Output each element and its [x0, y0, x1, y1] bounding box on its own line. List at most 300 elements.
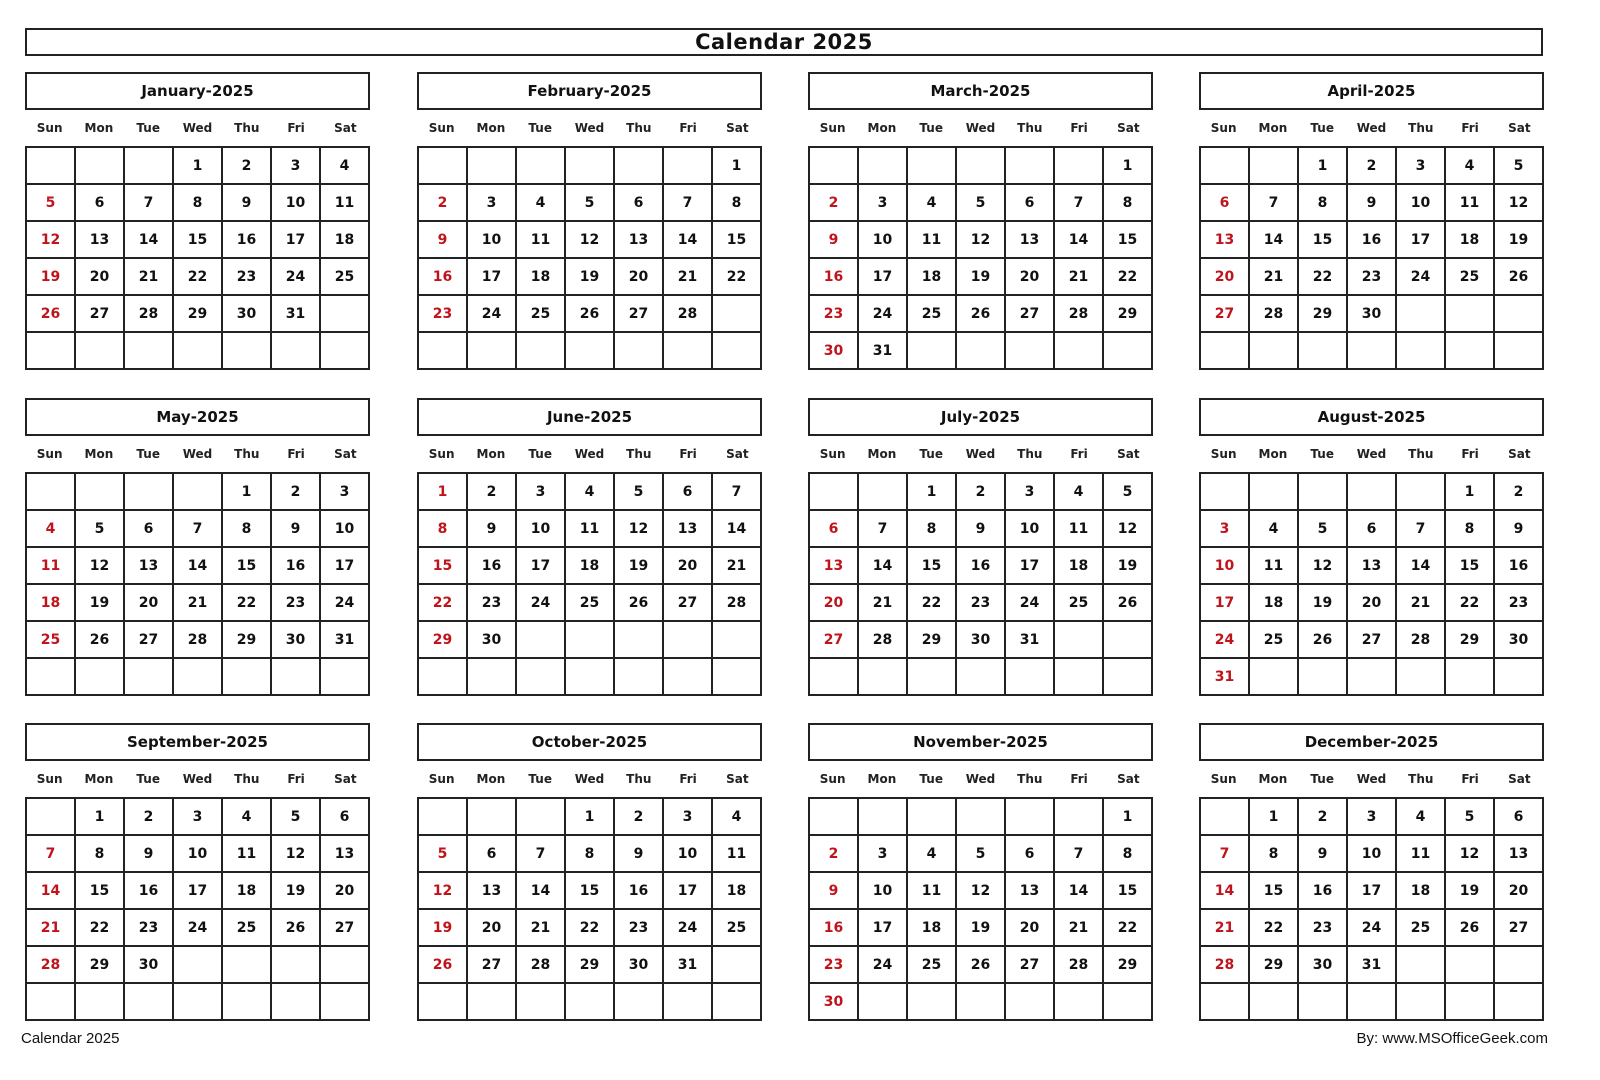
empty-day-cell	[615, 148, 664, 185]
empty-day-cell	[1495, 947, 1544, 984]
day-cell: 23	[810, 296, 859, 333]
day-cell: 11	[517, 222, 566, 259]
empty-day-cell	[1299, 659, 1348, 696]
empty-day-cell	[566, 622, 615, 659]
day-cell: 20	[810, 585, 859, 622]
day-cell: 14	[1201, 873, 1250, 910]
weekday-label: Wed	[1356, 447, 1387, 461]
empty-day-cell	[76, 984, 125, 1021]
empty-day-cell	[957, 148, 1006, 185]
day-cell: 2	[419, 185, 468, 222]
month-block	[808, 72, 1153, 370]
day-cell: 14	[713, 511, 762, 548]
weekday-label: Fri	[1461, 447, 1479, 461]
empty-day-cell	[468, 659, 517, 696]
day-cell: 5	[1299, 511, 1348, 548]
day-cell: 6	[810, 511, 859, 548]
day-cell: 11	[1250, 548, 1299, 585]
empty-day-cell	[664, 333, 713, 370]
weekday-label: Sun	[1210, 121, 1237, 135]
day-cell: 9	[1299, 836, 1348, 873]
weekday-label: Sun	[36, 121, 63, 135]
day-cell: 27	[468, 947, 517, 984]
empty-day-cell	[1250, 984, 1299, 1021]
empty-day-cell	[1006, 799, 1055, 836]
day-cell: 25	[1446, 259, 1495, 296]
day-cell: 7	[1250, 185, 1299, 222]
day-cell: 3	[468, 185, 517, 222]
day-cell: 28	[1201, 947, 1250, 984]
day-cell: 22	[174, 259, 223, 296]
weekday-label: Thu	[1017, 447, 1043, 461]
day-cell: 13	[468, 873, 517, 910]
day-cell: 23	[810, 947, 859, 984]
day-cell: 7	[1397, 511, 1446, 548]
weekday-label: Fri	[287, 447, 305, 461]
weekday-label: Mon	[1258, 772, 1288, 786]
empty-day-cell	[1397, 659, 1446, 696]
day-cell: 24	[468, 296, 517, 333]
day-cell: 11	[1397, 836, 1446, 873]
day-cell: 15	[419, 548, 468, 585]
day-cell: 12	[76, 548, 125, 585]
day-cell: 23	[1348, 259, 1397, 296]
weekday-label: Thu	[1408, 772, 1434, 786]
empty-day-cell	[1201, 333, 1250, 370]
day-cell: 18	[27, 585, 76, 622]
day-cell: 12	[566, 222, 615, 259]
day-cell: 14	[664, 222, 713, 259]
month-title: September-2025	[25, 723, 370, 761]
day-cell: 9	[810, 873, 859, 910]
empty-day-cell	[1055, 148, 1104, 185]
month-block	[1199, 72, 1544, 370]
page-title: Calendar 2025	[25, 28, 1543, 56]
day-cell: 22	[1250, 910, 1299, 947]
day-cell: 22	[1104, 259, 1153, 296]
day-cell: 13	[1006, 873, 1055, 910]
weekday-header-row	[25, 436, 370, 472]
day-cell: 27	[1201, 296, 1250, 333]
day-cell: 22	[713, 259, 762, 296]
weekday-label: Mon	[476, 121, 506, 135]
weekday-label: Mon	[1258, 121, 1288, 135]
day-cell: 11	[27, 548, 76, 585]
day-cell: 6	[1006, 836, 1055, 873]
day-cell: 19	[1446, 873, 1495, 910]
empty-day-cell	[1006, 984, 1055, 1021]
day-cell: 11	[713, 836, 762, 873]
day-cell: 4	[908, 185, 957, 222]
day-cell: 13	[615, 222, 664, 259]
day-cell: 26	[1299, 622, 1348, 659]
empty-day-cell	[615, 622, 664, 659]
empty-day-cell	[615, 984, 664, 1021]
day-cell: 4	[713, 799, 762, 836]
day-cell: 11	[908, 222, 957, 259]
day-cell: 27	[664, 585, 713, 622]
day-cell: 13	[321, 836, 370, 873]
day-cell: 30	[1348, 296, 1397, 333]
weekday-label: Mon	[476, 447, 506, 461]
weekday-label: Sat	[1117, 121, 1140, 135]
empty-day-cell	[615, 659, 664, 696]
day-cell: 22	[223, 585, 272, 622]
empty-day-cell	[76, 148, 125, 185]
day-cell: 8	[908, 511, 957, 548]
weekday-label: Mon	[84, 447, 114, 461]
day-cell: 19	[957, 910, 1006, 947]
day-cell: 25	[908, 296, 957, 333]
weekday-header-row	[25, 761, 370, 797]
day-cell: 29	[174, 296, 223, 333]
day-cell: 22	[1299, 259, 1348, 296]
day-cell: 5	[1495, 148, 1544, 185]
day-cell: 1	[76, 799, 125, 836]
weekday-label: Wed	[1356, 121, 1387, 135]
day-grid	[25, 472, 370, 696]
day-cell: 23	[957, 585, 1006, 622]
day-cell: 6	[1201, 185, 1250, 222]
day-cell: 4	[517, 185, 566, 222]
empty-day-cell	[1201, 474, 1250, 511]
day-cell: 5	[419, 836, 468, 873]
weekday-label: Mon	[84, 772, 114, 786]
day-cell: 19	[1299, 585, 1348, 622]
day-cell: 7	[1055, 836, 1104, 873]
day-cell: 29	[566, 947, 615, 984]
weekday-label: Wed	[965, 447, 996, 461]
day-cell: 25	[1055, 585, 1104, 622]
weekday-label: Sat	[334, 447, 357, 461]
day-cell: 27	[1006, 296, 1055, 333]
day-cell: 6	[1348, 511, 1397, 548]
empty-day-cell	[517, 659, 566, 696]
month-block	[1199, 723, 1544, 1021]
day-cell: 12	[27, 222, 76, 259]
weekday-label: Wed	[182, 772, 213, 786]
day-cell: 5	[1104, 474, 1153, 511]
day-cell: 10	[859, 873, 908, 910]
weekday-label: Thu	[626, 772, 652, 786]
empty-day-cell	[517, 984, 566, 1021]
day-cell: 17	[468, 259, 517, 296]
weekday-label: Tue	[136, 121, 160, 135]
day-grid	[25, 797, 370, 1021]
day-cell: 6	[664, 474, 713, 511]
empty-day-cell	[1104, 984, 1153, 1021]
day-cell: 2	[615, 799, 664, 836]
empty-day-cell	[957, 984, 1006, 1021]
footer-credit: By: www.MSOfficeGeek.com	[1356, 1030, 1548, 1047]
day-cell: 2	[272, 474, 321, 511]
day-cell: 1	[908, 474, 957, 511]
empty-day-cell	[664, 984, 713, 1021]
day-cell: 31	[321, 622, 370, 659]
day-cell: 17	[1006, 548, 1055, 585]
day-cell: 30	[810, 984, 859, 1021]
day-cell: 27	[810, 622, 859, 659]
empty-day-cell	[321, 659, 370, 696]
day-cell: 6	[1495, 799, 1544, 836]
day-cell: 24	[1348, 910, 1397, 947]
day-cell: 10	[1348, 836, 1397, 873]
empty-day-cell	[713, 333, 762, 370]
day-cell: 18	[321, 222, 370, 259]
weekday-label: Mon	[867, 772, 897, 786]
day-cell: 15	[908, 548, 957, 585]
weekday-header-row	[808, 761, 1153, 797]
month-block	[25, 72, 370, 370]
day-cell: 2	[810, 185, 859, 222]
day-cell: 3	[1397, 148, 1446, 185]
day-cell: 25	[908, 947, 957, 984]
day-cell: 29	[76, 947, 125, 984]
day-cell: 13	[1495, 836, 1544, 873]
weekday-label: Thu	[234, 121, 260, 135]
weekday-label: Mon	[867, 447, 897, 461]
month-title: March-2025	[808, 72, 1153, 110]
day-cell: 10	[272, 185, 321, 222]
day-cell: 8	[76, 836, 125, 873]
day-cell: 12	[1104, 511, 1153, 548]
day-cell: 18	[223, 873, 272, 910]
day-cell: 30	[957, 622, 1006, 659]
weekday-header-row	[417, 436, 762, 472]
day-cell: 13	[1201, 222, 1250, 259]
day-cell: 6	[1006, 185, 1055, 222]
weekday-label: Sun	[1210, 772, 1237, 786]
day-cell: 21	[664, 259, 713, 296]
day-cell: 11	[566, 511, 615, 548]
empty-day-cell	[223, 984, 272, 1021]
day-cell: 6	[125, 511, 174, 548]
day-cell: 16	[615, 873, 664, 910]
empty-day-cell	[1495, 659, 1544, 696]
weekday-header-row	[1199, 110, 1544, 146]
day-cell: 9	[1495, 511, 1544, 548]
empty-day-cell	[1397, 333, 1446, 370]
day-cell: 19	[1104, 548, 1153, 585]
day-cell: 24	[321, 585, 370, 622]
day-cell: 2	[1348, 148, 1397, 185]
empty-day-cell	[957, 333, 1006, 370]
day-cell: 26	[957, 947, 1006, 984]
day-cell: 21	[174, 585, 223, 622]
day-cell: 16	[125, 873, 174, 910]
empty-day-cell	[125, 148, 174, 185]
empty-day-cell	[76, 659, 125, 696]
day-cell: 18	[908, 259, 957, 296]
weekday-label: Tue	[1310, 772, 1334, 786]
day-cell: 3	[517, 474, 566, 511]
empty-day-cell	[1201, 148, 1250, 185]
day-cell: 30	[615, 947, 664, 984]
month-block	[25, 723, 370, 1021]
day-cell: 14	[174, 548, 223, 585]
weekday-label: Fri	[1070, 447, 1088, 461]
day-cell: 8	[566, 836, 615, 873]
day-cell: 1	[566, 799, 615, 836]
day-cell: 20	[76, 259, 125, 296]
day-cell: 17	[1397, 222, 1446, 259]
day-cell: 2	[125, 799, 174, 836]
day-cell: 26	[1446, 910, 1495, 947]
day-cell: 15	[76, 873, 125, 910]
day-cell: 29	[1250, 947, 1299, 984]
day-cell: 21	[27, 910, 76, 947]
day-cell: 12	[419, 873, 468, 910]
empty-day-cell	[419, 659, 468, 696]
weekday-label: Tue	[136, 772, 160, 786]
weekday-label: Sat	[726, 772, 749, 786]
empty-day-cell	[1299, 474, 1348, 511]
day-cell: 4	[321, 148, 370, 185]
empty-day-cell	[664, 622, 713, 659]
day-cell: 5	[615, 474, 664, 511]
weekday-label: Thu	[1017, 121, 1043, 135]
day-cell: 7	[125, 185, 174, 222]
empty-day-cell	[76, 474, 125, 511]
empty-day-cell	[174, 474, 223, 511]
day-cell: 25	[223, 910, 272, 947]
weekday-label: Wed	[574, 121, 605, 135]
empty-day-cell	[272, 947, 321, 984]
day-cell: 14	[859, 548, 908, 585]
day-grid	[808, 797, 1153, 1021]
weekday-label: Wed	[574, 447, 605, 461]
day-cell: 2	[810, 836, 859, 873]
day-cell: 18	[1055, 548, 1104, 585]
day-cell: 11	[1446, 185, 1495, 222]
day-cell: 8	[1299, 185, 1348, 222]
day-cell: 28	[1055, 296, 1104, 333]
day-cell: 28	[1055, 947, 1104, 984]
empty-day-cell	[859, 659, 908, 696]
day-cell: 10	[1397, 185, 1446, 222]
empty-day-cell	[1104, 659, 1153, 696]
day-cell: 31	[664, 947, 713, 984]
day-cell: 12	[1299, 548, 1348, 585]
day-cell: 21	[125, 259, 174, 296]
empty-day-cell	[468, 984, 517, 1021]
weekday-label: Fri	[1070, 121, 1088, 135]
day-cell: 23	[1495, 585, 1544, 622]
month-title: July-2025	[808, 398, 1153, 436]
day-cell: 24	[1006, 585, 1055, 622]
day-cell: 4	[27, 511, 76, 548]
day-cell: 8	[1104, 185, 1153, 222]
day-cell: 6	[76, 185, 125, 222]
weekday-label: Wed	[182, 121, 213, 135]
day-cell: 19	[1495, 222, 1544, 259]
weekday-label: Tue	[1310, 447, 1334, 461]
empty-day-cell	[1495, 296, 1544, 333]
empty-day-cell	[1397, 947, 1446, 984]
day-cell: 14	[1250, 222, 1299, 259]
weekday-label: Sat	[1508, 772, 1531, 786]
empty-day-cell	[859, 474, 908, 511]
empty-day-cell	[174, 659, 223, 696]
day-cell: 9	[125, 836, 174, 873]
empty-day-cell	[27, 333, 76, 370]
weekday-label: Wed	[574, 772, 605, 786]
weekday-label: Tue	[136, 447, 160, 461]
day-cell: 16	[1495, 548, 1544, 585]
day-cell: 19	[957, 259, 1006, 296]
day-cell: 12	[615, 511, 664, 548]
day-cell: 8	[223, 511, 272, 548]
empty-day-cell	[859, 799, 908, 836]
day-cell: 20	[125, 585, 174, 622]
month-title: December-2025	[1199, 723, 1544, 761]
weekday-label: Sun	[428, 772, 455, 786]
day-cell: 2	[1495, 474, 1544, 511]
day-cell: 14	[125, 222, 174, 259]
day-cell: 12	[272, 836, 321, 873]
weekday-header-row	[1199, 761, 1544, 797]
day-cell: 31	[1201, 659, 1250, 696]
empty-day-cell	[1446, 333, 1495, 370]
empty-day-cell	[664, 148, 713, 185]
weekday-label: Sat	[334, 772, 357, 786]
empty-day-cell	[713, 947, 762, 984]
empty-day-cell	[1348, 659, 1397, 696]
day-cell: 29	[1104, 947, 1153, 984]
empty-day-cell	[272, 659, 321, 696]
day-cell: 14	[27, 873, 76, 910]
day-cell: 16	[810, 910, 859, 947]
day-cell: 17	[517, 548, 566, 585]
empty-day-cell	[1446, 947, 1495, 984]
empty-day-cell	[908, 148, 957, 185]
day-cell: 15	[1250, 873, 1299, 910]
day-cell: 8	[419, 511, 468, 548]
day-cell: 22	[76, 910, 125, 947]
day-cell: 20	[1495, 873, 1544, 910]
day-cell: 25	[713, 910, 762, 947]
day-cell: 9	[810, 222, 859, 259]
weekday-label: Fri	[679, 447, 697, 461]
day-cell: 30	[125, 947, 174, 984]
day-cell: 2	[223, 148, 272, 185]
weekday-label: Sun	[1210, 447, 1237, 461]
day-cell: 28	[517, 947, 566, 984]
day-cell: 26	[957, 296, 1006, 333]
month-title: November-2025	[808, 723, 1153, 761]
day-cell: 15	[566, 873, 615, 910]
empty-day-cell	[713, 296, 762, 333]
month-title: August-2025	[1199, 398, 1544, 436]
day-cell: 20	[1348, 585, 1397, 622]
day-cell: 3	[1348, 799, 1397, 836]
day-cell: 5	[957, 185, 1006, 222]
month-block	[417, 72, 762, 370]
day-cell: 1	[1104, 799, 1153, 836]
empty-day-cell	[1250, 148, 1299, 185]
month-block	[417, 723, 762, 1021]
weekday-label: Mon	[1258, 447, 1288, 461]
day-cell: 26	[566, 296, 615, 333]
day-cell: 15	[713, 222, 762, 259]
day-cell: 31	[1348, 947, 1397, 984]
day-cell: 28	[125, 296, 174, 333]
weekday-header-row	[808, 110, 1153, 146]
day-cell: 26	[272, 910, 321, 947]
day-cell: 14	[1055, 873, 1104, 910]
day-cell: 3	[1201, 511, 1250, 548]
day-cell: 2	[957, 474, 1006, 511]
